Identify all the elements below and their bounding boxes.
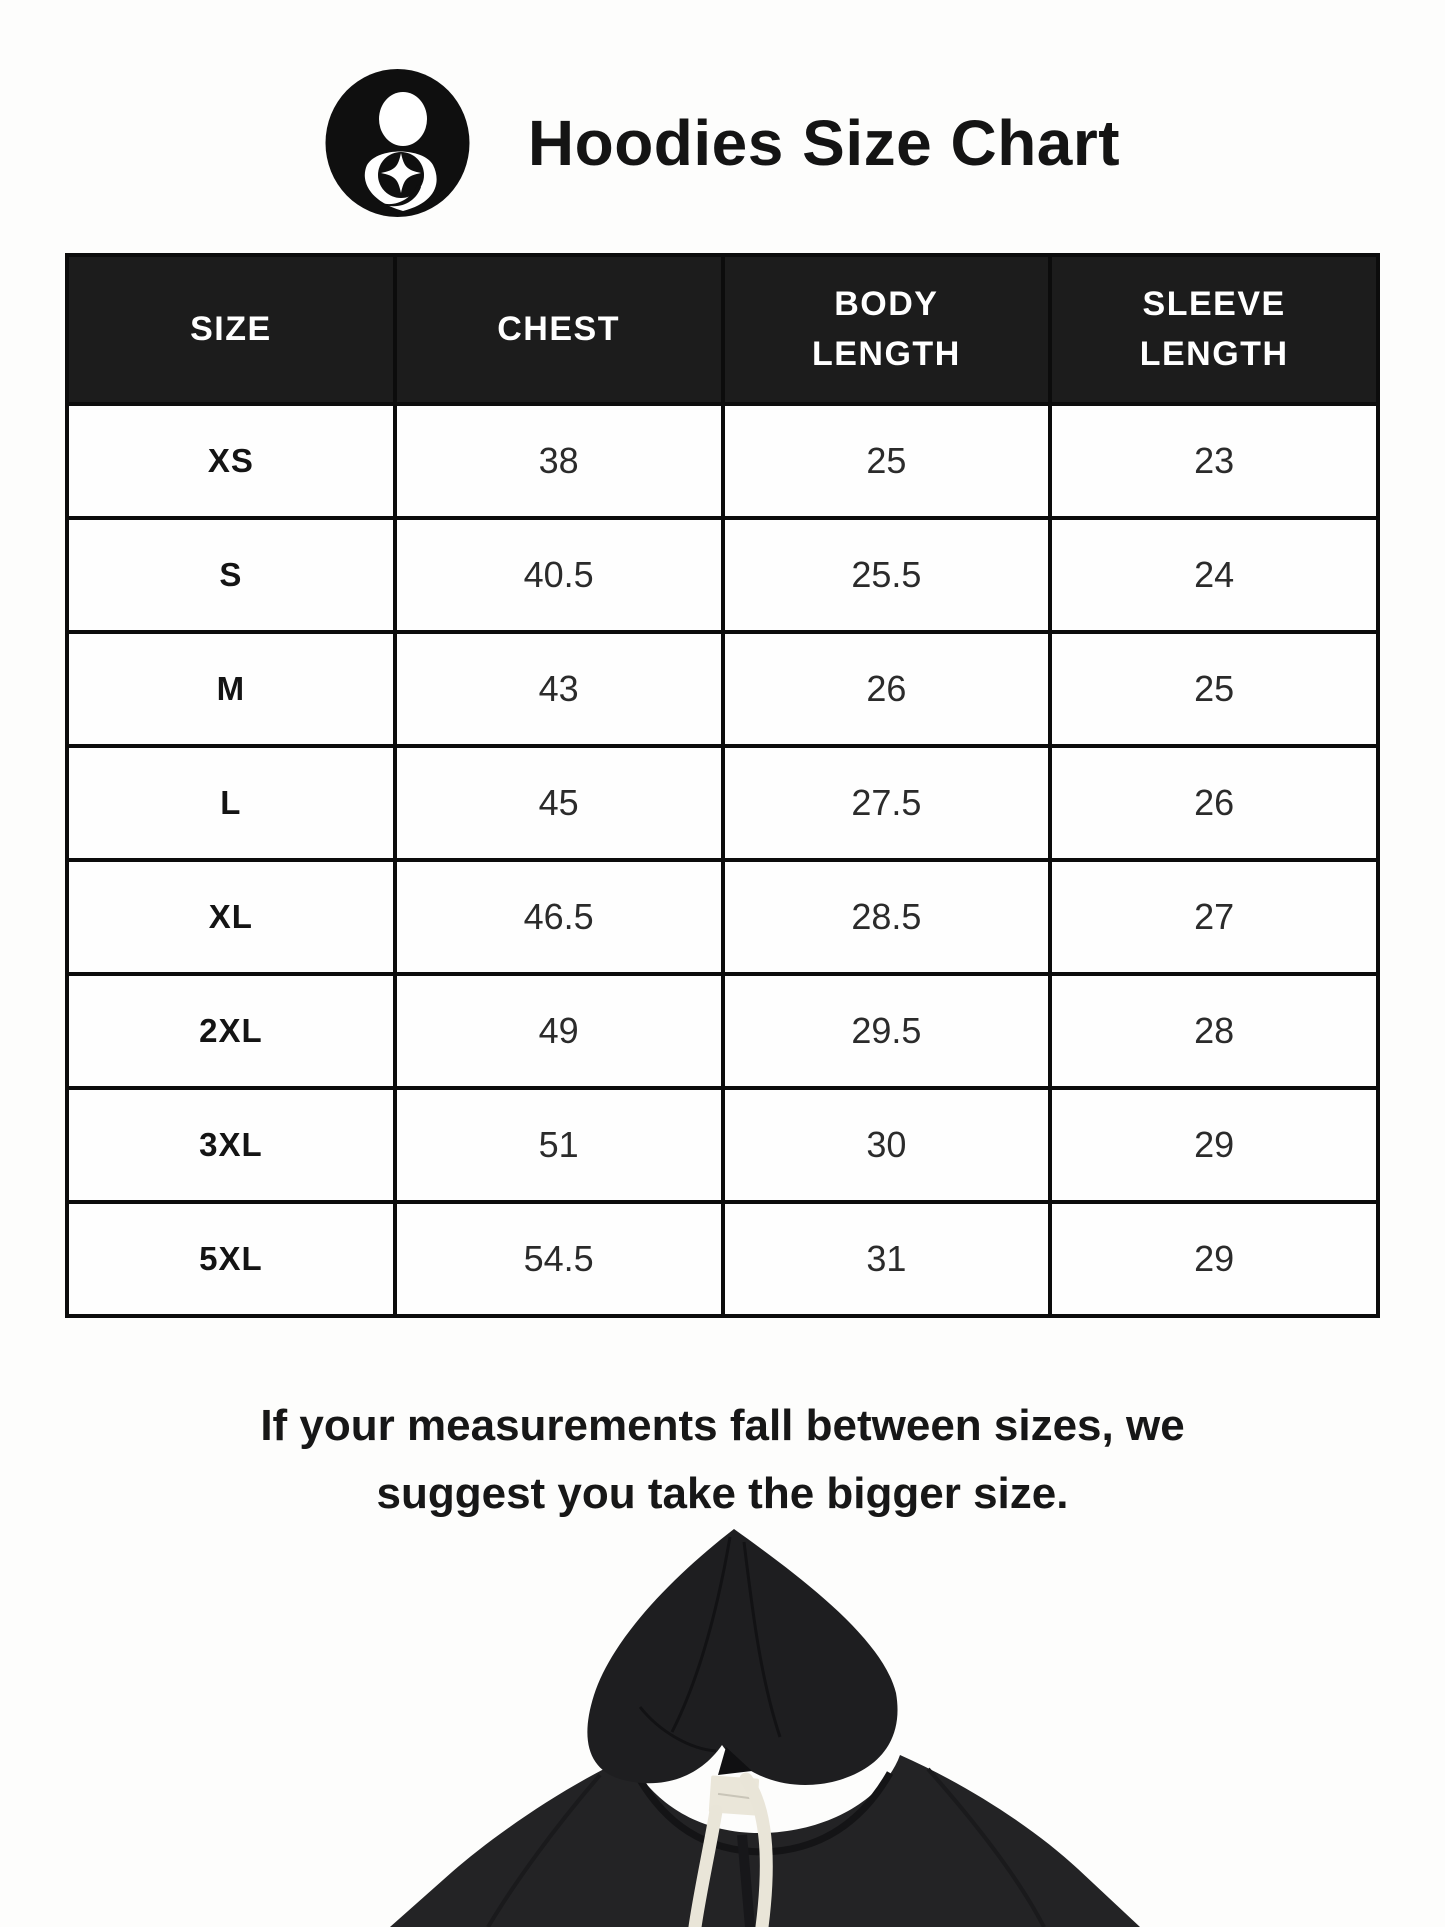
body-length-value: 31 xyxy=(723,1202,1051,1316)
size-label: 3XL xyxy=(67,1088,395,1202)
size-label: S xyxy=(67,518,395,632)
size-label: XS xyxy=(67,404,395,518)
size-label: L xyxy=(67,746,395,860)
chest-value: 45 xyxy=(395,746,723,860)
chest-value: 40.5 xyxy=(395,518,723,632)
body-length-value: 25 xyxy=(723,404,1051,518)
table-row xyxy=(67,974,1378,1088)
chest-value: 54.5 xyxy=(395,1202,723,1316)
body-length-value: 30 xyxy=(723,1088,1051,1202)
size-chart-table xyxy=(65,253,1380,1318)
body-length-value: 27.5 xyxy=(723,746,1051,860)
sleeve-length-value: 24 xyxy=(1050,518,1378,632)
sleeve-length-value: 29 xyxy=(1050,1088,1378,1202)
size-label: XL xyxy=(67,860,395,974)
table-row xyxy=(67,1202,1378,1316)
column-header-sleeve-length: SLEEVE LENGTH xyxy=(1050,255,1378,404)
body-length-value: 25.5 xyxy=(723,518,1051,632)
sleeve-length-value: 28 xyxy=(1050,974,1378,1088)
sizing-note xyxy=(0,1392,1445,1528)
brand-logo-icon xyxy=(325,69,470,217)
sleeve-length-value: 25 xyxy=(1050,632,1378,746)
table-row xyxy=(67,404,1378,518)
size-chart-table-wrap xyxy=(65,253,1380,1318)
table-header-row xyxy=(67,255,1378,404)
column-header-size: SIZE xyxy=(67,255,395,404)
body-length-value: 26 xyxy=(723,632,1051,746)
size-label: M xyxy=(67,632,395,746)
sizing-note-line-2: suggest you take the bigger size. xyxy=(376,1469,1069,1519)
hoodie-product-image xyxy=(0,1527,1445,1927)
sleeve-length-value: 29 xyxy=(1050,1202,1378,1316)
sizing-note-line-1: If your measurements fall between sizes, we xyxy=(260,1401,1185,1450)
header xyxy=(0,60,1445,225)
page-title: Hoodies Size Chart xyxy=(527,106,1121,179)
chest-value: 51 xyxy=(395,1088,723,1202)
chest-value: 49 xyxy=(395,974,723,1088)
table-row xyxy=(67,746,1378,860)
column-header-body-length: BODY LENGTH xyxy=(723,255,1051,404)
sleeve-length-value: 26 xyxy=(1050,746,1378,860)
chest-value: 46.5 xyxy=(395,860,723,974)
table-row xyxy=(67,860,1378,974)
body-length-value: 29.5 xyxy=(723,974,1051,1088)
column-header-chest: CHEST xyxy=(395,255,723,404)
sleeve-length-value: 27 xyxy=(1050,860,1378,974)
table-row xyxy=(67,518,1378,632)
chest-value: 38 xyxy=(395,404,723,518)
sleeve-length-value: 23 xyxy=(1050,404,1378,518)
chest-value: 43 xyxy=(395,632,723,746)
body-length-value: 28.5 xyxy=(723,860,1051,974)
size-label: 5XL xyxy=(67,1202,395,1316)
table-row xyxy=(67,1088,1378,1202)
size-label: 2XL xyxy=(67,974,395,1088)
table-row xyxy=(67,632,1378,746)
